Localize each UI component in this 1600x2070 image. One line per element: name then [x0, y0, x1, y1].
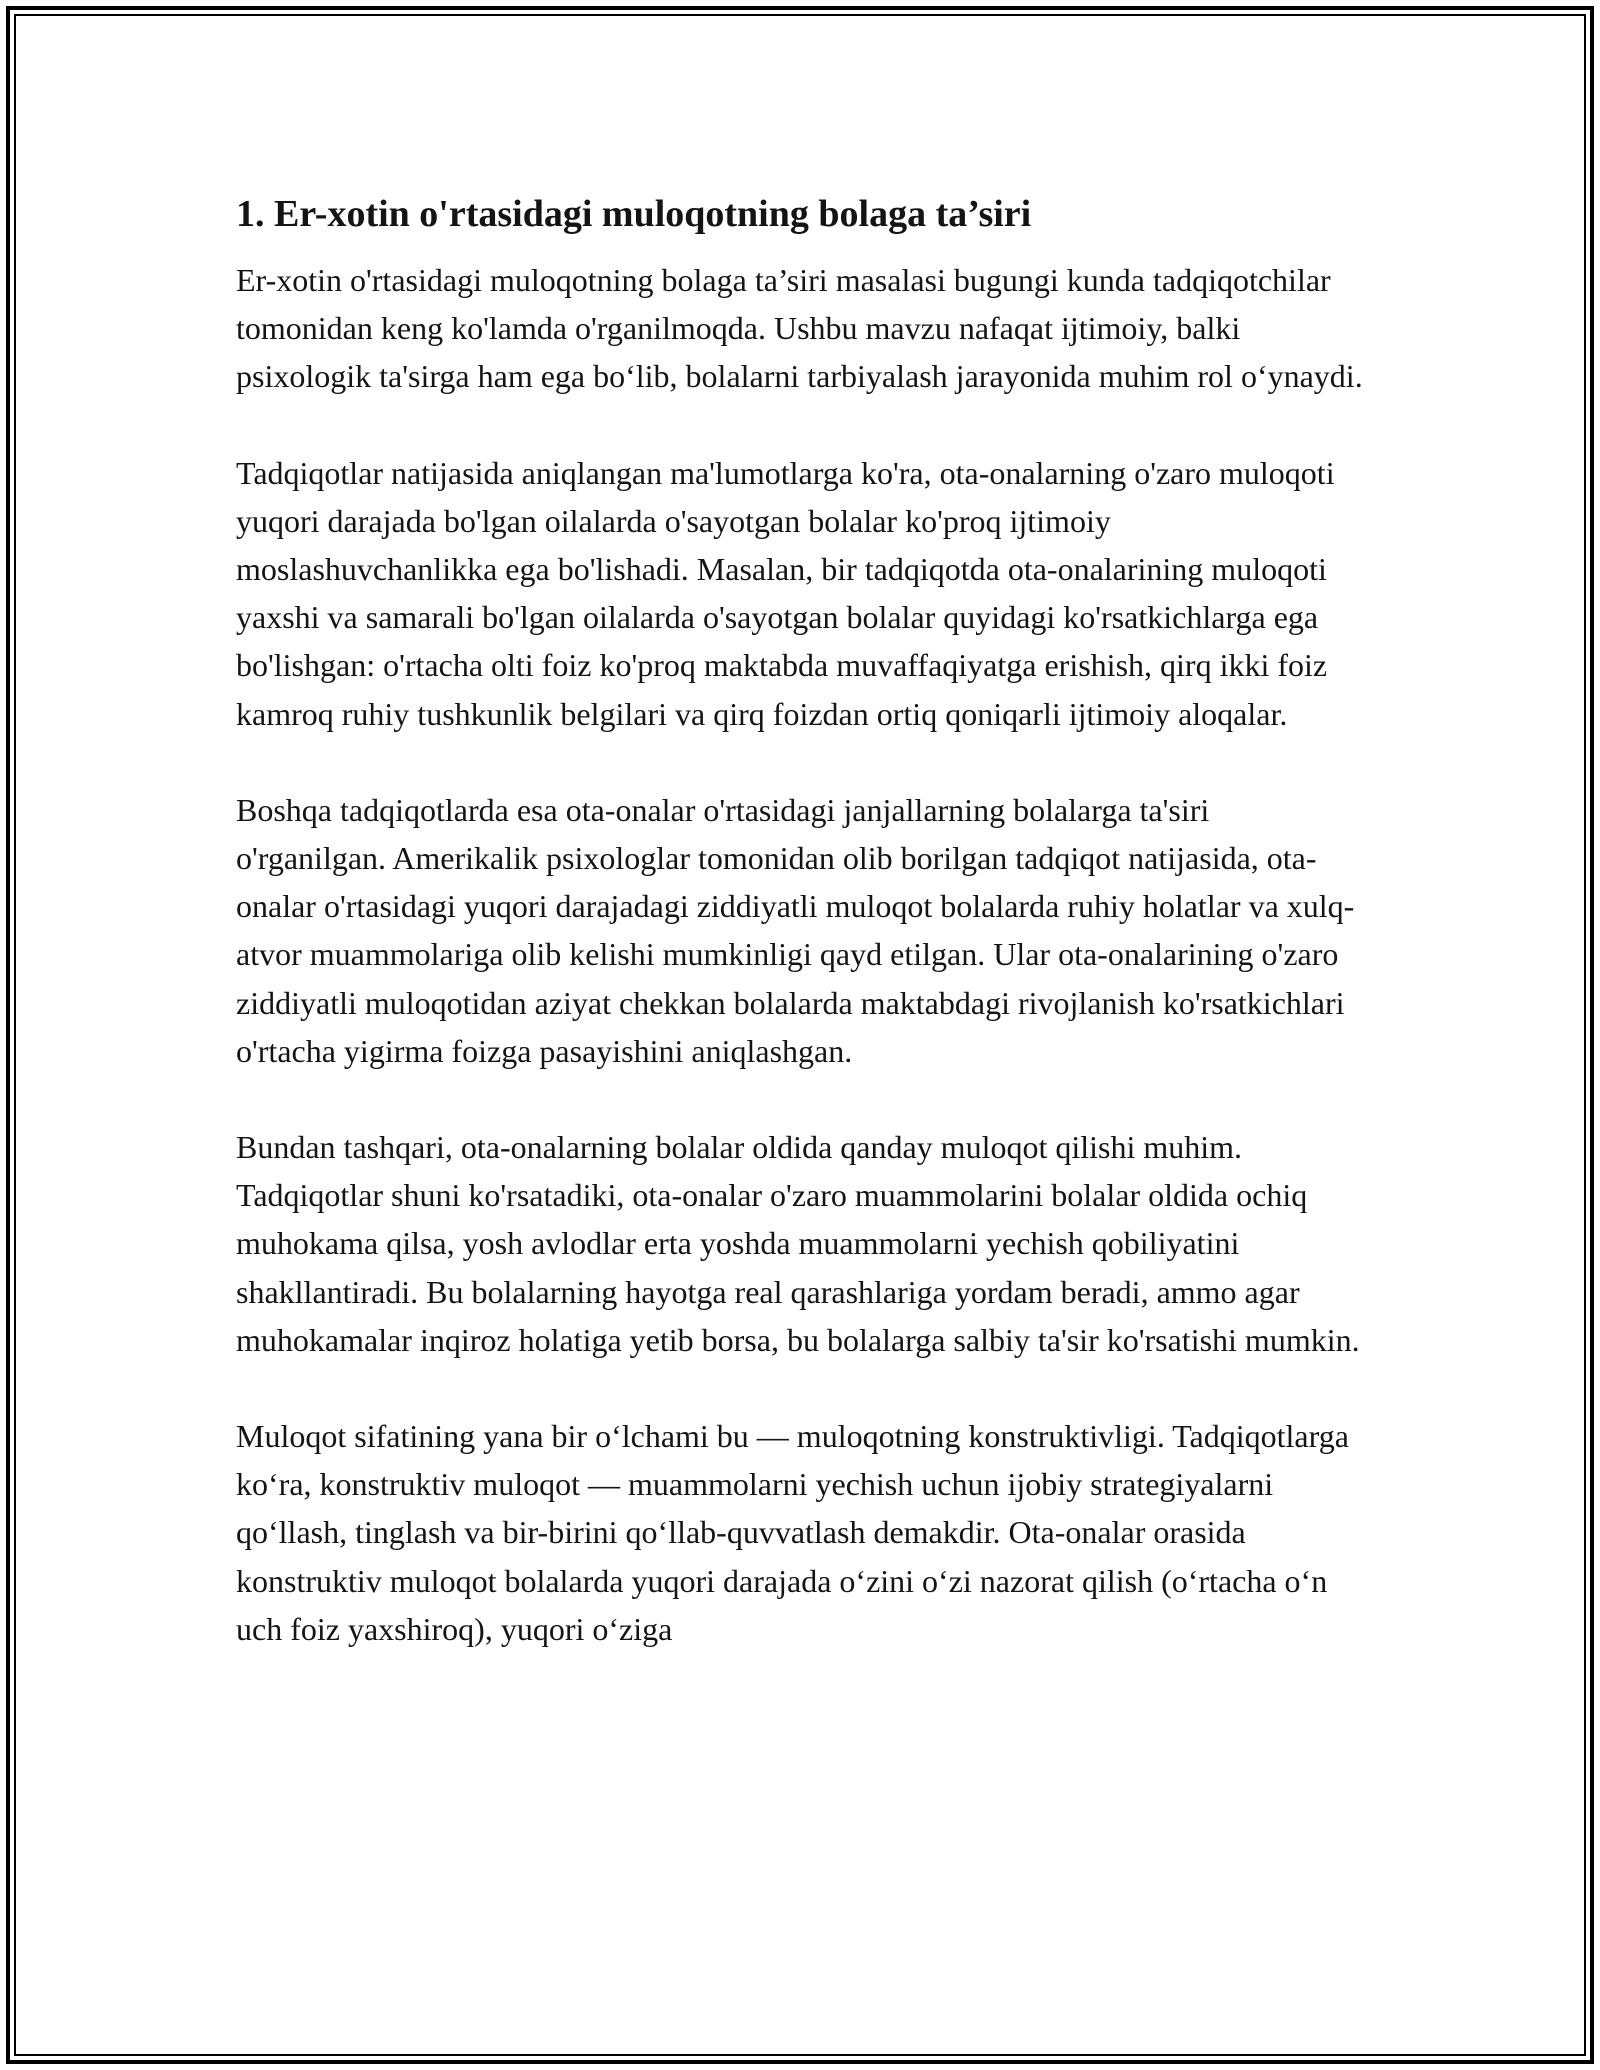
paragraph-constructive-communication: Muloqot sifatining yana bir o‘lchami bu — muloqotning konstruktivligi. Tadqiqotlarga ko‘ra, konstruktiv muloqot — muammolarni yechish uchun ijobiy strategiyalarni qo‘llash, tinglash va bir-birini qo‘llab-quvvatlash demakdir. Ota-onalar orasida konstruktiv muloqot bolalarda yuqori darajada o‘zini o‘zi nazorat qilish (o‘rtacha o‘n uch foiz yaxshiroq), yuqori o‘ziga — [236, 1418, 1349, 1647]
paragraph-parental-conflict: Boshqa tadqiqotlarda esa ota-onalar o'rtasidagi janjallarning bolalarga ta'siri o'rganilgan. Amerikalik psixologlar tomonidan olib borilgan tadqiqot natijasida, ota-onalar o'rtasidagi yuqori darajadagi ziddiyatli muloqot bolalarda ruhiy holatlar va xulq-atvor muammolariga olib kelishi mumkinligi qayd etilgan. Ular ota-onalarining o'zaro ziddiyatli muloqotidan aziyat chekkan bolalarda maktabdagi rivojlanish ko'rsatkichlari o'rtacha yigirma foizga pasayishini aniqlashgan. — [236, 791, 1355, 1069]
paragraph-communication-in-front-of-children: Bundan tashqari, ota-onalarning bolalar oldida qanday muloqot qilishi muhim. Tadqiqotlar shuni ko'rsatadiki, ota-onalar o'zaro muammolarini bolalar oldida ochiq muhokama qilsa, yosh avlodlar erta yoshda muammolarni yechish qobiliyatini shakllantiradi. Bu bolalarning hayotga real qarashlariga yordam beradi, ammo agar muhokamalar inqiroz holatiga yetib borsa, bu bolalarga salbiy ta'sir ko'rsatishi mumkin. — [236, 1129, 1360, 1358]
paragraph-research-findings: Tadqiqotlar natijasida aniqlangan ma'lumotlarga ko'ra, ota-onalarning o'zaro muloqoti yuqori darajada bo'lgan oilalarda o'sayotgan bolalar ko'proq ijtimoiy moslashuvchanlikka ega bo'lishadi. Masalan, bir tadqiqotda ota-onalarining muloqoti yaxshi va samarali bo'lgan oilalarda o'sayotgan bolalar quyidagi ko'rsatkichlarga ega bo'lishgan: o'rtacha olti foiz ko'proq maktabda muvaffaqiyatga erishish, qirq ikki foiz kamroq ruhiy tushkunlik belgilari va qirq foizdan ortiq qoniqarli ijtimoiy aloqalar. — [236, 454, 1335, 732]
paragraph-intro: Er-xotin o'rtasidagi muloqotning bolaga ta’siri masalasi bugungi kunda tadqiqotchilar tomonidan keng ko'lamda o'rganilmoqda. Ushbu mavzu nafaqat ijtimoiy, balki psixologik ta'sirga ham ega bo‘lib, bolalarni tarbiyalash jarayonida muhim rol o‘ynaydi. — [236, 262, 1363, 395]
document-body — [236, 186, 1366, 1701]
section-heading: 1. Er-xotin o'rtasidagi muloqotning bolaga ta’siri — [236, 193, 1032, 235]
